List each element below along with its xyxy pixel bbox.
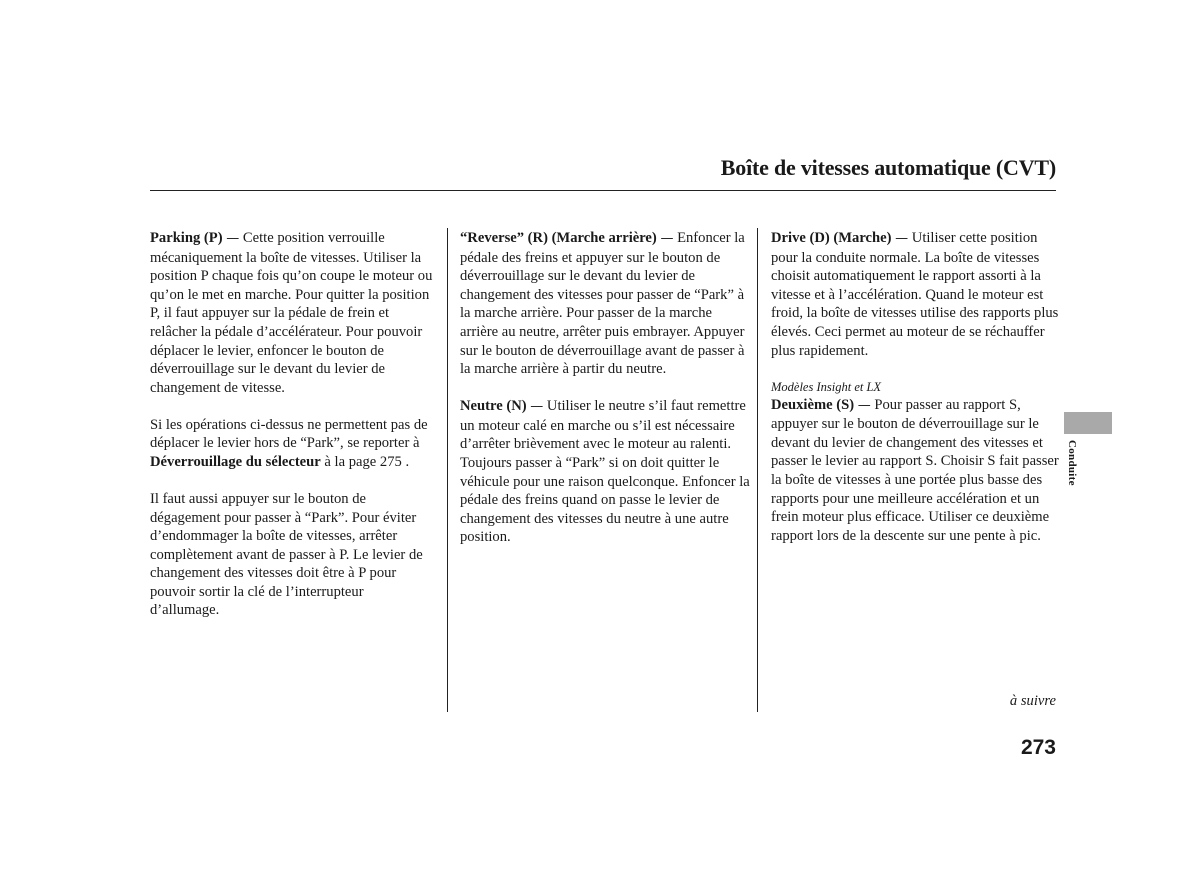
em-dash: — <box>857 397 871 413</box>
column-divider <box>447 228 448 712</box>
page-title: Boîte de vitesses automatique (CVT) <box>720 155 1056 180</box>
second-text: Pour passer au rapport S, appuyer sur le bouton de déverrouillage sur le devant du levier de changement des vitesses et passer le levier au rapport S. Choisir S fait passer la boîte de vitesses à une portée plus basse des rapports pour une meilleure accélération et un frein moteur plus efficace. Utiliser ce deuxième rapport lors de la descente sur une pente à pic. <box>771 396 1059 544</box>
paragraph-second <box>771 379 1061 546</box>
neutral-text: Utiliser le neutre s’il faut remettre un moteur calé en marche ou s’il est nécessaire d’arrêter brièvement avec le moteur au ralenti. Toujours passer à “Park” si on doit quitter le véhicule pour une raison quelconque. Enfoncer la pédale des freins quand on passe le levier de changement des vitesses du neutre à une autre position. <box>460 398 750 546</box>
paragraph-parking <box>150 229 434 397</box>
column-2 <box>460 229 750 565</box>
term-reverse: “Reverse” (R) (Marche arrière) <box>460 230 657 246</box>
page-number: 273 <box>1020 736 1056 759</box>
column-3 <box>771 229 1061 564</box>
column-divider <box>757 228 758 712</box>
em-dash: — <box>530 399 544 415</box>
term-second: Deuxième (S) <box>771 396 855 413</box>
page-reference: à la page 275 . <box>320 453 410 470</box>
cross-reference-shift-lock[interactable]: Déverrouillage du sélecteur <box>150 453 321 470</box>
em-dash: — <box>895 231 909 246</box>
continued-label: à suivre <box>1009 693 1056 709</box>
term-neutral: Neutre (N) <box>460 398 527 415</box>
section-tab <box>1064 412 1112 434</box>
parking-text: Cette position verrouille mécaniquement la boîte de vitesses. Utiliser la position P chaque fois qu’on coupe le moteur ou qu’on le met en marche. Pour quitter la position P, il faut appuyer sur la pédale de frein et relâcher la pédale d’accélérateur. Pour pouvoir déplacer le levier, enfoncer le bouton de déverrouillage sur le devant du levier de changement de vitesse. <box>150 230 433 396</box>
paragraph-park-release <box>150 416 434 472</box>
title-rule <box>150 190 1056 191</box>
term-drive: Drive (D) (Marche) <box>771 230 892 246</box>
model-note: Modèles Insight et LX <box>771 379 882 394</box>
term-parking: Parking (P) <box>150 230 223 246</box>
paragraph-reverse <box>460 229 750 379</box>
drive-text: Utiliser cette position pour la conduite normale. La boîte de vitesses choisit automatiquement le rapport assorti à la vitesse et à l’accélération. Quand le moteur est froid, la boîte de vitesses utilise des rapports plus élevés. Ceci permet au moteur de se réchauffer plus rapidement. <box>771 230 1059 359</box>
column-1 <box>150 229 434 638</box>
section-label: Conduite <box>1066 440 1078 486</box>
paragraph-drive <box>771 229 1061 360</box>
park-release-text: Si les opérations ci-dessus ne permettent pas de déplacer le levier hors de “Park”, se reporter à <box>150 416 428 452</box>
paragraph-neutral <box>460 397 750 547</box>
paragraph-release-button: Il faut aussi appuyer sur le bouton de dégagement pour passer à “Park”. Pour éviter d’endommager la boîte de vitesses, arrêter complètement avant de passer à P. Le levier de changement des vitesses doit être à P pour pouvoir sortir la clé de l’interrupteur d’allumage. <box>150 490 423 619</box>
em-dash: — <box>660 231 674 246</box>
reverse-text: Enfoncer la pédale des freins et appuyer sur le bouton de déverrouillage sur le devant du levier de changement des vitesses pour passer de “Park” à la marche arrière. Pour passer de la marche arrière au neutre, arrêter puis embrayer. Appuyer sur le bouton de déverrouillage avant de passer à la marche arrière à partir du neutre. <box>460 230 745 378</box>
em-dash: — <box>226 231 240 246</box>
